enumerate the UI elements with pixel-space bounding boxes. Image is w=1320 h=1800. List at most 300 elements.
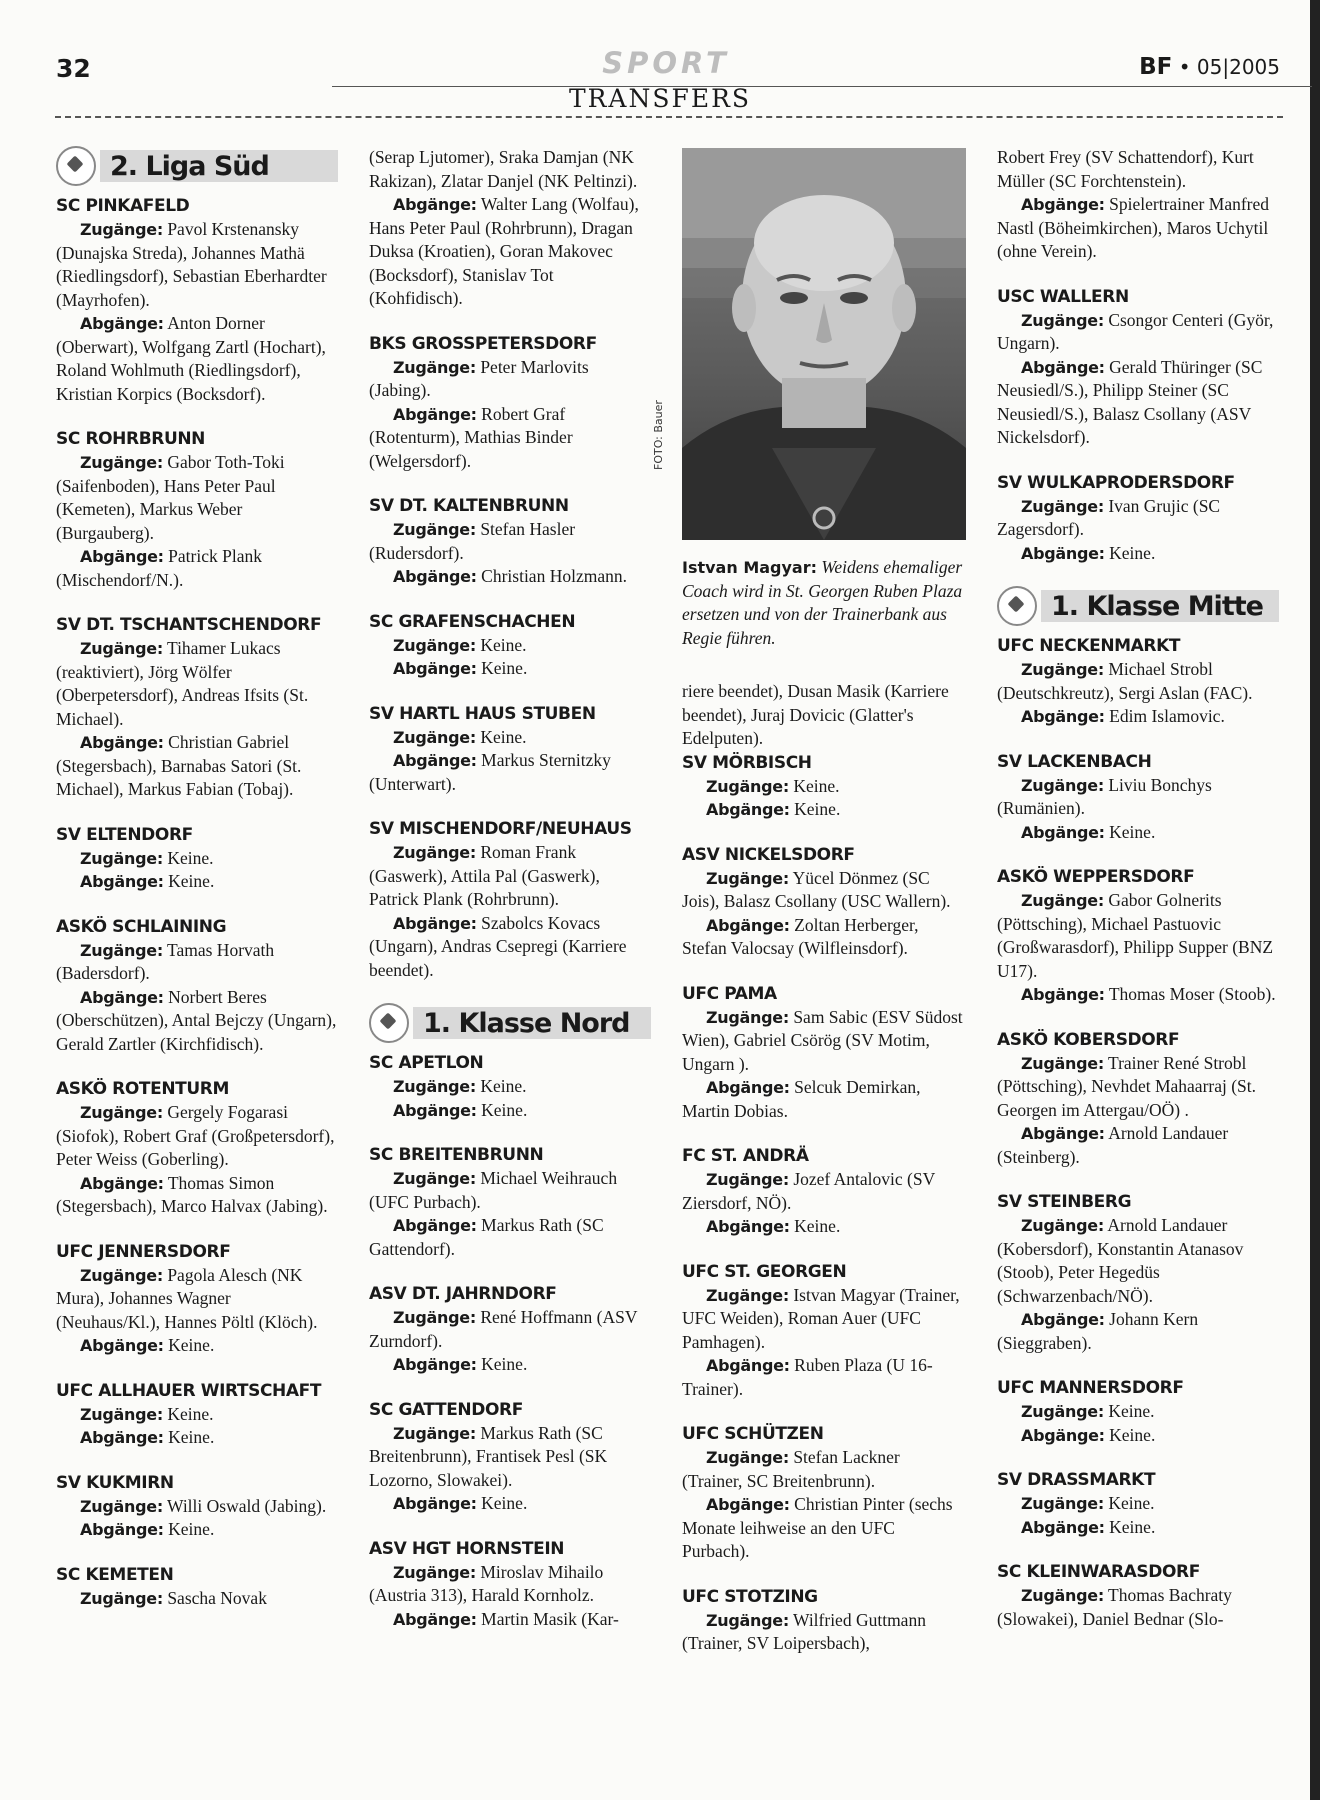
outgoing-transfers <box>369 1099 651 1123</box>
club-name: SC KLEINWARASDORF <box>997 1562 1200 1582</box>
incoming-transfers <box>56 637 338 731</box>
soccer-ball-icon <box>997 586 1037 626</box>
incoming-label: Zugänge: <box>80 453 163 472</box>
incoming-transfers <box>369 634 651 658</box>
incoming-label: Zugänge: <box>80 1103 163 1122</box>
outgoing-label: Abgänge: <box>80 547 164 566</box>
outgoing-transfers <box>369 1214 651 1261</box>
outgoing-label: Abgänge: <box>80 1428 164 1447</box>
incoming-label: Zugänge: <box>393 1169 476 1188</box>
incoming-list: Thomas Bachraty (Slowakei), Daniel Bednar (Slo- <box>997 1585 1232 1629</box>
incoming-label: Zugänge: <box>706 1170 789 1189</box>
incoming-transfers <box>369 841 651 912</box>
transfer-entry <box>56 1471 338 1542</box>
incoming-transfers <box>56 1403 338 1427</box>
incoming-label: Zugänge: <box>80 1265 163 1285</box>
club-name: ASKÖ SCHLAINING <box>56 916 227 937</box>
continued-text-block <box>997 146 1279 193</box>
outgoing-transfers <box>997 983 1279 1007</box>
club-name: BKS GROSSPETERSDORF <box>369 333 597 354</box>
transfer-entry <box>56 427 338 592</box>
club-name: SV DT. KALTENBRUNN <box>369 496 569 516</box>
transfer-entry <box>997 193 1279 264</box>
club-name: USC WALLERN <box>997 286 1129 307</box>
outgoing-transfers <box>997 705 1279 729</box>
incoming-label: Zugänge: <box>1021 496 1104 516</box>
incoming-list: Keine. <box>1108 1401 1155 1421</box>
outgoing-label: Abgänge: <box>80 1173 164 1193</box>
transfer-entry <box>682 843 964 961</box>
incoming-label: Zugänge: <box>393 1423 476 1443</box>
incoming-list: Tamas Horvath (Badersdorf). <box>56 939 275 983</box>
incoming-label: Zugänge: <box>393 357 476 377</box>
outgoing-transfers <box>56 986 338 1057</box>
outgoing-transfers <box>56 1172 338 1219</box>
club-name: SV KUKMIRN <box>56 1472 174 1493</box>
club-name: SC BREITENBRUNN <box>369 1145 544 1165</box>
transfer-entry <box>997 1468 1279 1539</box>
club-name: SV STEINBERG <box>997 1192 1132 1212</box>
incoming-list: Keine. <box>167 847 214 868</box>
incoming-label: Zugänge: <box>1021 1494 1104 1513</box>
outgoing-label: Abgänge: <box>393 1609 477 1629</box>
section-title: SPORT <box>602 46 730 80</box>
incoming-list: Stefan Lackner (Trainer, SC Breitenbrunn). <box>682 1447 900 1491</box>
outgoing-transfers <box>997 1308 1279 1355</box>
outgoing-label: Abgänge: <box>393 1494 477 1513</box>
soccer-ball-icon <box>369 1003 409 1043</box>
incoming-transfers <box>369 1167 651 1214</box>
incoming-transfers <box>997 658 1279 705</box>
incoming-transfers <box>56 451 338 545</box>
outgoing-list: Keine. <box>481 1099 528 1120</box>
incoming-transfers <box>369 518 651 565</box>
incoming-label: Zugänge: <box>80 1496 163 1516</box>
outgoing-list: Keine. <box>794 1216 841 1236</box>
club-name: SC APETLON <box>369 1053 484 1073</box>
outgoing-transfers <box>682 1354 964 1401</box>
incoming-list: Sascha Novak <box>167 1587 267 1608</box>
transfer-entry <box>369 610 651 681</box>
incoming-list: Markus Rath (SC Breitenbrunn), Frantisek Pesl (SK Lozorno, Slowakei). <box>369 1422 608 1490</box>
incoming-label: Zugänge: <box>706 1007 789 1027</box>
club-name: SV MISCHENDORF/NEUHAUS <box>369 819 632 839</box>
outgoing-list: Gerald Thüringer (SC Neusiedl/S.), Philipp Steiner (SC Neusiedl/S.), Balasz Csollany (ASV Nickelsdorf). <box>997 356 1263 447</box>
outgoing-label: Abgänge: <box>393 1216 477 1235</box>
incoming-transfers <box>997 495 1279 542</box>
incoming-transfers <box>682 775 964 799</box>
outgoing-transfers <box>997 193 1279 264</box>
incoming-list: Istvan Magyar (Trainer, UFC Weiden), Roman Auer (UFC Pamhagen). <box>682 1284 960 1352</box>
incoming-transfers <box>369 1306 651 1353</box>
incoming-label: Zugänge: <box>706 1285 789 1305</box>
outgoing-transfers <box>369 193 651 311</box>
outgoing-list: Markus Rath (SC Gattendorf). <box>369 1215 604 1259</box>
club-name: UFC NECKENMARKT <box>997 636 1181 656</box>
incoming-list: Keine. <box>167 1403 214 1424</box>
continued-text-block <box>369 146 651 193</box>
incoming-transfers <box>997 1214 1279 1308</box>
incoming-label: Zugänge: <box>393 727 476 747</box>
outgoing-label: Abgänge: <box>1021 1310 1105 1329</box>
incoming-transfers <box>56 1587 338 1611</box>
incoming-transfers <box>682 1609 964 1656</box>
column-3 <box>682 680 964 1677</box>
outgoing-list: Keine. <box>1109 1424 1156 1445</box>
outgoing-label: Abgänge: <box>393 567 477 586</box>
incoming-transfers <box>56 218 338 312</box>
outgoing-list: Keine. <box>168 871 215 891</box>
incoming-transfers <box>56 1264 338 1335</box>
outgoing-label: Abgänge: <box>393 1100 477 1120</box>
club-name: ASV HGT HORNSTEIN <box>369 1538 565 1559</box>
club-name: UFC SCHÜTZEN <box>682 1424 824 1444</box>
club-name: ASKÖ WEPPERSDORF <box>997 867 1195 887</box>
page-number: 32 <box>56 54 91 83</box>
outgoing-label: Abgänge: <box>393 195 477 214</box>
incoming-transfers <box>997 1052 1279 1123</box>
incoming-transfers <box>369 1561 651 1608</box>
outgoing-transfers <box>369 749 651 796</box>
portrait-photo <box>682 148 966 540</box>
outgoing-transfers <box>369 912 651 983</box>
league-title: 1. Klasse Mitte <box>1051 591 1263 622</box>
incoming-transfers <box>997 889 1279 983</box>
incoming-list: Gergely Fogarasi (Siofok), Robert Graf (Großpetersdorf), Peter Weiss (Goberling). <box>56 1102 335 1169</box>
incoming-transfers <box>997 309 1279 356</box>
outgoing-list: Keine. <box>1109 821 1156 842</box>
incoming-list: Ivan Grujic (SC Zagersdorf). <box>997 495 1221 539</box>
club-name: UFC JENNERSDORF <box>56 1241 231 1262</box>
incoming-list: Miroslav Mihailo (Austria 313), Harald Kornholz. <box>369 1561 604 1605</box>
incoming-transfers <box>682 1446 964 1493</box>
incoming-transfers <box>369 356 651 403</box>
outgoing-label: Abgänge: <box>80 1336 164 1355</box>
incoming-label: Zugänge: <box>706 776 789 796</box>
transfer-entry <box>997 1190 1279 1355</box>
league-title: 1. Klasse Nord <box>423 1008 630 1039</box>
outgoing-label: Abgänge: <box>80 733 164 752</box>
transfer-entry <box>997 285 1279 450</box>
issue-separator: • <box>1178 55 1191 79</box>
photo-caption <box>682 556 966 650</box>
outgoing-list: Arnold Landauer (Steinberg). <box>997 1123 1229 1167</box>
transfer-entry <box>56 194 338 406</box>
outgoing-transfers <box>682 1215 964 1239</box>
incoming-transfers <box>997 1584 1279 1631</box>
incoming-transfers <box>682 867 964 914</box>
outgoing-list: Spielertrainer Manfred Nastl (Böheimkirchen), Maros Uchytil (ohne Verein). <box>997 194 1270 261</box>
continued-text-block <box>682 680 964 751</box>
column-1 <box>56 146 338 1631</box>
incoming-transfers <box>997 1492 1279 1516</box>
incoming-list: Keine. <box>793 775 840 796</box>
continued-text: (Serap Ljutomer), Sraka Damjan (NK Rakizan), Zlatar Danjel (NK Peltinzi). <box>369 147 638 191</box>
club-name: UFC PAMA <box>682 983 777 1004</box>
outgoing-list: Keine. <box>168 1427 215 1447</box>
club-name: SV HARTL HAUS STUBEN <box>369 703 596 724</box>
incoming-label: Zugänge: <box>393 1562 476 1582</box>
incoming-label: Zugänge: <box>706 1448 789 1467</box>
outgoing-transfers <box>369 1492 651 1516</box>
transfer-entry <box>682 982 964 1124</box>
club-name: ASKÖ KOBERSDORF <box>997 1029 1180 1050</box>
transfer-entry <box>56 1563 338 1611</box>
incoming-list: Michael Weihrauch (UFC Purbach). <box>369 1168 618 1212</box>
incoming-transfers <box>369 1422 651 1493</box>
league-header <box>56 146 338 188</box>
outgoing-list: Keine. <box>168 1519 215 1539</box>
outgoing-transfers <box>997 821 1279 845</box>
incoming-label: Zugänge: <box>393 520 476 539</box>
incoming-list: Pavol Krstenansky (Dunajska Streda), Johannes Mathä (Riedlingsdorf), Sebastian Eberhardter (Mayrhofen). <box>56 219 327 310</box>
outgoing-transfers <box>997 542 1279 566</box>
outgoing-list: Edim Islamovic. <box>1109 706 1225 726</box>
incoming-label: Zugänge: <box>393 1308 476 1327</box>
outgoing-list: Selcuk Demirkan, Martin Dobias. <box>682 1077 921 1121</box>
outgoing-list: Walter Lang (Wolfau), Hans Peter Paul (Rohrbrunn), Dragan Duksa (Kroatien), Goran Makovec (Bocksdorf), Stanislav Tot (Kohfidisch). <box>369 194 639 308</box>
incoming-label: Zugänge: <box>80 1588 163 1608</box>
incoming-list: Keine. <box>480 634 527 655</box>
caption-text: Weidens ehemaliger Coach wird in St. Georgen Ruben Plaza ersetzen und von der Trainerbank aus Regie führen. <box>682 557 963 648</box>
photo-credit: FOTO: Bauer <box>652 400 665 470</box>
page-edge <box>1310 0 1320 1800</box>
continued-text: Robert Frey (SV Schattendorf), Kurt Müller (SC Forchtenstein). <box>997 147 1254 191</box>
outgoing-list: Christian Gabriel (Stegersbach), Barnabas Satori (St. Michael), Markus Fabian (Tobaj). <box>56 732 302 799</box>
club-name: UFC ST. GEORGEN <box>682 1261 847 1282</box>
outgoing-list: Keine. <box>481 1493 528 1513</box>
outgoing-transfers <box>56 1334 338 1358</box>
page-header <box>52 48 1280 88</box>
transfer-entry <box>682 1585 964 1656</box>
outgoing-transfers <box>997 356 1279 450</box>
club-name: SC PINKAFELD <box>56 196 190 216</box>
incoming-list: Gabor Golnerits (Pöttsching), Michael Pastuovic (Großwarasdorf), Philipp Supper (BNZ U17). <box>997 890 1274 981</box>
outgoing-list: Christian Holzmann. <box>481 566 627 586</box>
transfer-entry <box>369 193 651 311</box>
incoming-transfers <box>682 1006 964 1077</box>
outgoing-list: Thomas Simon (Stegersbach), Marco Halvax (Jabing). <box>56 1172 328 1216</box>
subsection-title: TRANSFERS <box>568 84 752 113</box>
incoming-list: Liviu Bonchys (Rumänien). <box>997 774 1212 818</box>
incoming-label: Zugänge: <box>1021 1053 1104 1073</box>
incoming-label: Zugänge: <box>80 639 163 658</box>
incoming-transfers <box>56 1495 338 1519</box>
outgoing-transfers <box>56 545 338 592</box>
outgoing-list: Robert Graf (Rotenturm), Mathias Binder (Welgersdorf). <box>369 403 573 471</box>
incoming-list: Yücel Dönmez (SC Jois), Balasz Csollany (USC Wallern). <box>682 867 951 911</box>
outgoing-label: Abgänge: <box>393 913 477 933</box>
outgoing-list: Markus Sternitzky (Unterwart). <box>369 750 611 794</box>
incoming-label: Zugänge: <box>80 220 163 239</box>
club-name: SC ROHRBRUNN <box>56 429 206 449</box>
transfer-entry <box>997 634 1279 729</box>
outgoing-transfers <box>997 1122 1279 1169</box>
club-name: SV DRASSMARKT <box>997 1470 1156 1490</box>
outgoing-label: Abgänge: <box>706 800 790 819</box>
incoming-transfers <box>997 774 1279 821</box>
incoming-label: Zugänge: <box>1021 1402 1104 1421</box>
outgoing-label: Abgänge: <box>1021 985 1105 1004</box>
outgoing-label: Abgänge: <box>706 1217 790 1236</box>
incoming-list: Stefan Hasler (Rudersdorf). <box>369 519 576 563</box>
continued-text: riere beendet), Dusan Masik (Karriere beendet), Juraj Dovicic (Glatter's Edelputen). <box>682 681 949 748</box>
outgoing-list: Johann Kern (Sieggraben). <box>997 1309 1199 1353</box>
incoming-transfers <box>56 847 338 871</box>
club-name: UFC STOTZING <box>682 1586 818 1607</box>
transfer-entry <box>369 1143 651 1261</box>
outgoing-label: Abgänge: <box>1021 1425 1105 1445</box>
outgoing-label: Abgänge: <box>1021 707 1105 726</box>
transfer-entry <box>56 1379 338 1450</box>
outgoing-transfers <box>56 1426 338 1450</box>
incoming-label: Zugänge: <box>1021 660 1104 679</box>
outgoing-transfers <box>682 798 964 822</box>
club-name: SC GRAFENSCHACHEN <box>369 611 576 632</box>
incoming-list: Willi Oswald (Jabing). <box>167 1495 327 1516</box>
incoming-list: Wilfried Guttmann (Trainer, SV Loipersbach), <box>682 1609 926 1653</box>
outgoing-label: Abgänge: <box>706 915 790 935</box>
transfer-entry <box>369 1398 651 1516</box>
outgoing-label: Abgänge: <box>1021 357 1105 377</box>
transfer-entry <box>997 1560 1279 1631</box>
club-name: SC GATTENDORF <box>369 1399 523 1420</box>
outgoing-list: Keine. <box>168 1335 215 1355</box>
incoming-label: Zugänge: <box>1021 891 1104 910</box>
outgoing-transfers <box>682 1493 964 1564</box>
outgoing-transfers <box>682 914 964 961</box>
incoming-list: Arnold Landauer (Kobersdorf), Konstantin Atanasov (Stoob), Peter Hegedüs (Schwarzenbach/NÖ). <box>997 1215 1244 1306</box>
transfer-entry <box>56 613 338 802</box>
outgoing-list: Thomas Moser (Stoob). <box>1108 984 1276 1004</box>
transfer-entry <box>369 494 651 589</box>
league-header <box>369 1003 651 1045</box>
outgoing-transfers <box>997 1424 1279 1448</box>
club-name: UFC ALLHAUER WIRTSCHAFT <box>56 1380 322 1401</box>
incoming-label: Zugänge: <box>80 940 163 960</box>
outgoing-transfers <box>56 731 338 802</box>
outgoing-transfers <box>369 657 651 681</box>
incoming-list: Tihamer Lukacs (reaktiviert), Jörg Wölfer (Oberpetersdorf), Andreas Ifsits (St. Michael). <box>56 638 309 729</box>
outgoing-label: Abgänge: <box>393 404 477 424</box>
outgoing-label: Abgänge: <box>80 872 164 891</box>
transfer-entry <box>369 332 651 474</box>
outgoing-label: Abgänge: <box>80 314 164 333</box>
incoming-transfers <box>369 1075 651 1099</box>
incoming-transfers <box>369 726 651 750</box>
outgoing-transfers <box>997 1516 1279 1540</box>
incoming-transfers <box>56 1101 338 1172</box>
transfer-entry <box>682 1260 964 1402</box>
column-4 <box>997 146 1279 1652</box>
outgoing-list: Anton Dorner (Oberwart), Wolfgang Zartl (Hochart), Roland Wohlmuth (Riedlingsdorf), Kristian Korpics (Bocksdorf). <box>56 313 326 404</box>
outgoing-label: Abgänge: <box>706 1356 790 1375</box>
outgoing-transfers <box>56 1518 338 1542</box>
incoming-label: Zugänge: <box>393 843 476 862</box>
incoming-list: René Hoffmann (ASV Zurndorf). <box>369 1307 638 1351</box>
incoming-transfers <box>997 1400 1279 1424</box>
transfer-entry <box>369 1051 651 1122</box>
outgoing-list: Keine. <box>1109 1516 1156 1537</box>
transfer-entry <box>682 1144 964 1239</box>
incoming-list: Jozef Antalovic (SV Ziersdorf, NÖ). <box>682 1169 935 1213</box>
outgoing-list: Keine. <box>481 658 528 678</box>
club-name: FC ST. ANDRÄ <box>682 1146 809 1166</box>
outgoing-list: Patrick Plank (Mischendorf/N.). <box>56 546 262 590</box>
outgoing-transfers <box>56 312 338 406</box>
issue-number: 05|2005 <box>1196 55 1280 79</box>
outgoing-list: Szabolcs Kovacs (Ungarn), Andras Csepregi (Karriere beendet). <box>369 912 627 980</box>
magazine-name: BF <box>1139 54 1173 80</box>
outgoing-list: Christian Pinter (sechs Monate leihweise an den UFC Purbach). <box>682 1494 953 1561</box>
transfer-entry <box>997 1376 1279 1447</box>
incoming-label: Zugänge: <box>706 868 789 888</box>
league-title: 2. Liga Süd <box>110 151 269 182</box>
outgoing-label: Abgänge: <box>1021 1124 1105 1143</box>
league-header <box>997 586 1279 628</box>
incoming-list: Peter Marlovits (Jabing). <box>369 356 589 400</box>
outgoing-transfers <box>369 403 651 474</box>
incoming-label: Zugänge: <box>1021 310 1104 330</box>
incoming-transfers <box>56 939 338 986</box>
incoming-label: Zugänge: <box>1021 1586 1104 1605</box>
outgoing-list: Martin Masik (Kar- <box>481 1608 619 1629</box>
issue-info <box>1139 54 1280 80</box>
incoming-list: Roman Frank (Gaswerk), Attila Pal (Gaswerk), Patrick Plank (Rohrbrunn). <box>369 842 600 909</box>
outgoing-list: Norbert Beres (Oberschützen), Antal Bejczy (Ungarn), Gerald Zartler (Kirchfidisch). <box>56 986 337 1054</box>
outgoing-list: Ruben Plaza (U 16-Trainer). <box>682 1355 933 1399</box>
outgoing-label: Abgänge: <box>706 1495 790 1514</box>
outgoing-list: Keine. <box>481 1354 528 1374</box>
transfer-entry <box>369 1282 651 1377</box>
outgoing-label: Abgänge: <box>1021 1517 1105 1537</box>
incoming-label: Zugänge: <box>1021 775 1104 795</box>
caption-name: Istvan Magyar: <box>682 558 817 577</box>
incoming-label: Zugänge: <box>393 635 476 655</box>
club-name: ASV DT. JAHRNDORF <box>369 1284 557 1304</box>
outgoing-label: Abgänge: <box>80 1520 164 1539</box>
dashed-divider <box>55 116 1283 118</box>
outgoing-list: Keine. <box>794 799 841 819</box>
portrait-illustration <box>682 148 966 540</box>
transfer-entry <box>56 1077 338 1219</box>
club-name: SV WULKAPRODERSDORF <box>997 472 1235 493</box>
outgoing-label: Abgänge: <box>393 659 477 678</box>
outgoing-transfers <box>369 1608 651 1632</box>
outgoing-transfers <box>369 565 651 589</box>
transfer-entry <box>56 1240 338 1358</box>
incoming-list: Michael Strobl (Deutschkreutz), Sergi Aslan (FAC). <box>997 659 1253 703</box>
incoming-list: Keine. <box>480 1076 527 1096</box>
incoming-label: Zugänge: <box>80 848 163 868</box>
club-name: SC KEMETEN <box>56 1564 174 1585</box>
incoming-label: Zugänge: <box>706 1610 789 1630</box>
outgoing-label: Abgänge: <box>1021 195 1105 214</box>
outgoing-label: Abgänge: <box>80 987 164 1007</box>
incoming-list: Gabor Toth-Toki (Saifenboden), Hans Peter Paul (Kemeten), Markus Weber (Burgauberg). <box>56 452 285 543</box>
incoming-label: Zugänge: <box>80 1404 163 1424</box>
transfer-entry <box>997 471 1279 566</box>
transfer-entry <box>997 865 1279 1007</box>
outgoing-label: Abgänge: <box>393 1355 477 1374</box>
outgoing-transfers <box>56 870 338 894</box>
incoming-list: Trainer René Strobl (Pöttsching), Nevhdet Mahaarraj (St. Georgen im Attergau/OÖ) . <box>997 1052 1257 1120</box>
club-name: ASKÖ ROTENTURM <box>56 1079 229 1099</box>
column-2 <box>369 146 651 1652</box>
outgoing-list: Zoltan Herberger, Stefan Valocsay (Wilfleinsdorf). <box>682 914 919 958</box>
transfer-entry <box>997 750 1279 845</box>
incoming-list: Sam Sabic (ESV Südost Wien), Gabriel Csörög (SV Motim, Ungarn ). <box>682 1006 963 1074</box>
